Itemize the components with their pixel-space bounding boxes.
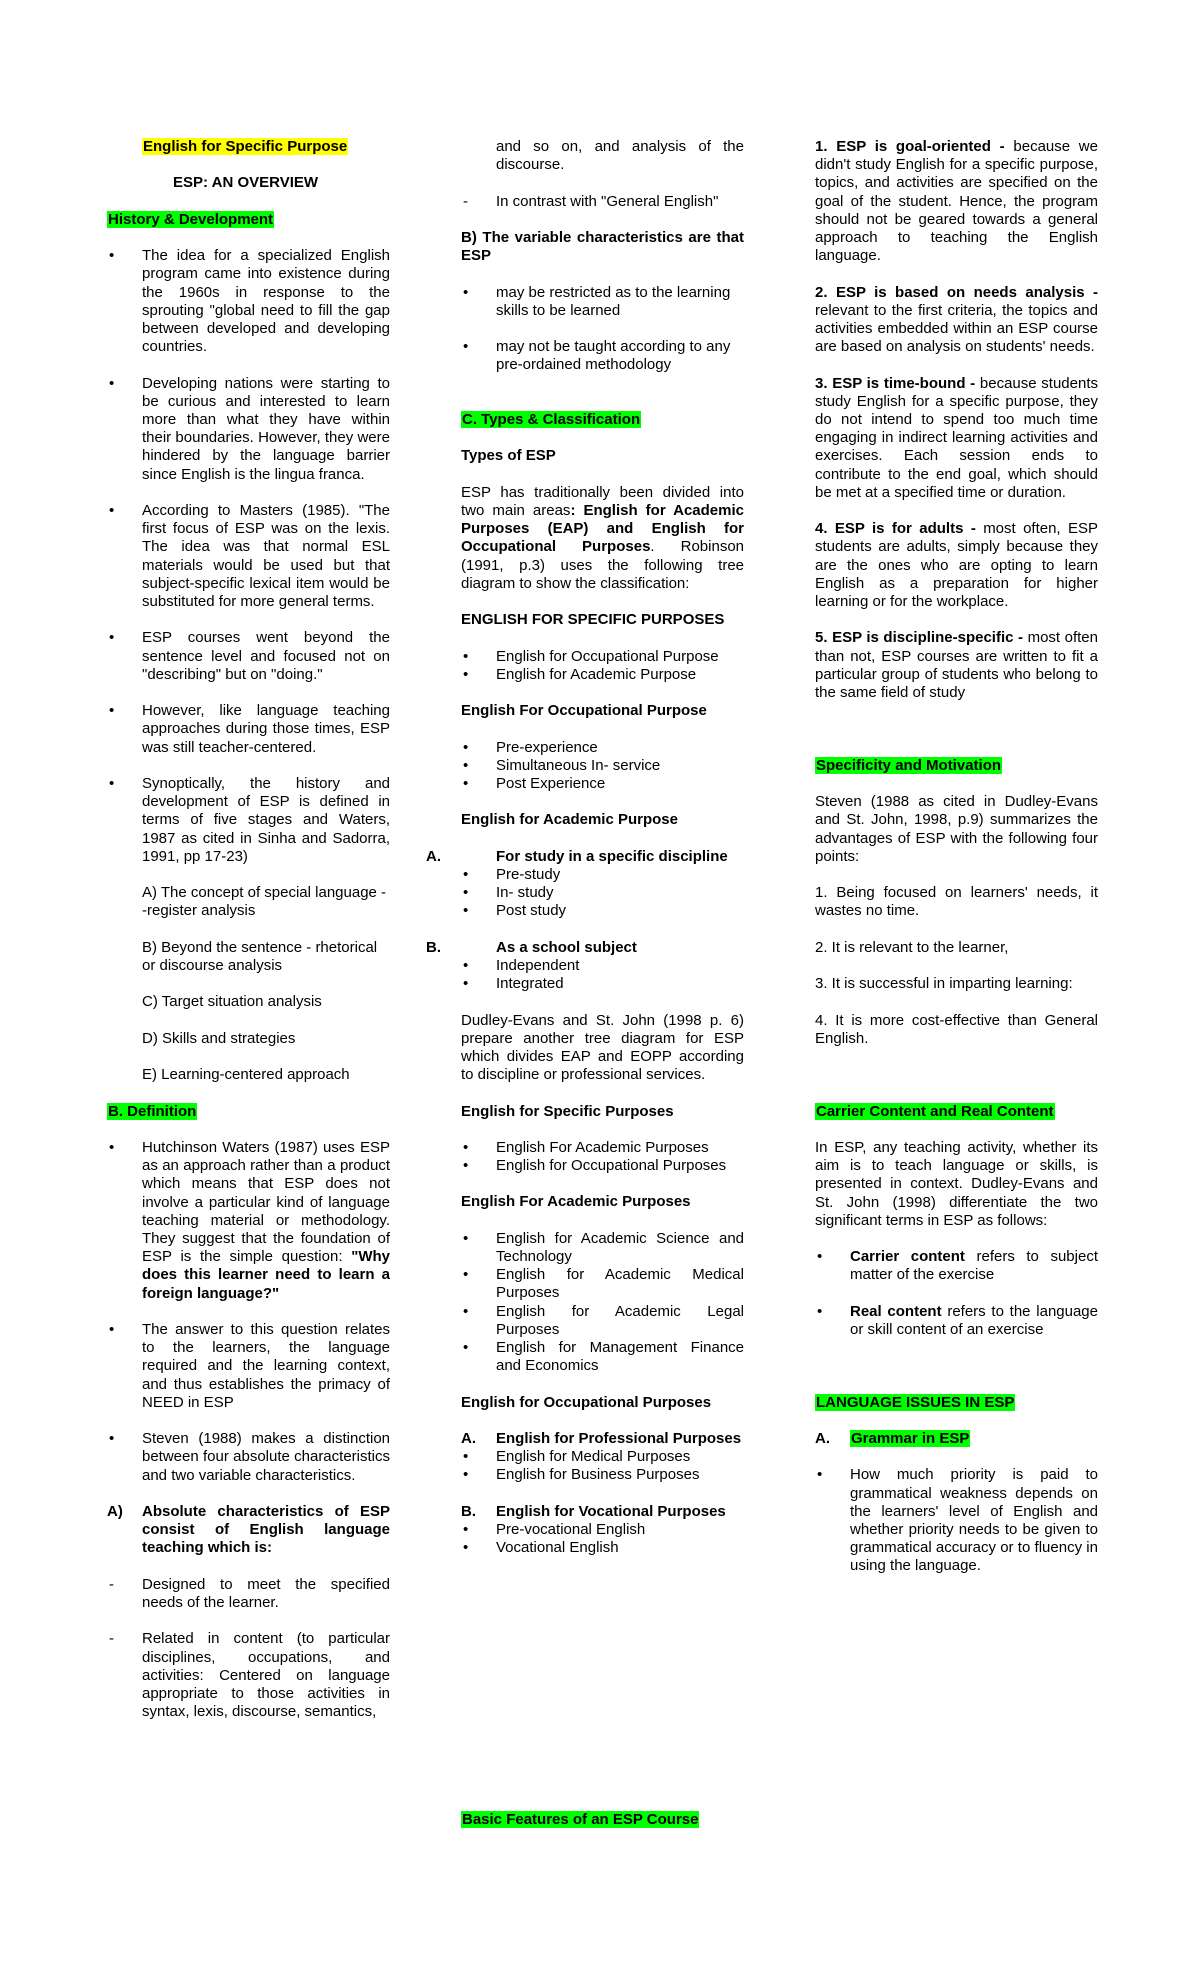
list-item: - In contrast with "General English": [461, 193, 744, 211]
carrier-paragraph: In ESP, any teaching activity, whether its aim is to teach language or skills, is presented in context. Dudley-Evans and St. John (1998) differentiate the two significant terms in ESP as follows:: [815, 1138, 1098, 1229]
feature-item: 4. ESP is for adults - most often, ESP students are adults, simply because they are the ones who are opting to learn English as a preparation for higher learning or for the workplace.: [815, 520, 1098, 611]
feature-item: 5. ESP is discipline-specific - most often than not, ESP courses are written to fit a particular group of students who belong to the same field of study: [815, 629, 1098, 702]
column-2: [426, 138, 745, 1828]
continuation-text: and so on, and analysis of the discourse.: [496, 138, 744, 174]
list-item: • However, like language teaching approaches during those times, ESP was still teacher-centered.: [107, 702, 390, 757]
list-item: • Integrated: [461, 975, 744, 993]
list-item: • Independent: [461, 957, 744, 975]
esp2-heading: English for Specific Purposes: [461, 1102, 674, 1120]
list-item: • Post Experience: [461, 775, 744, 793]
list-item: • English For Academic Purposes: [461, 1139, 744, 1157]
list-item: - Related in content (to particular disciplines, occupations, and activities: Centered on language appropriate to those activities in syntax, lexis, discourse, semantics,: [107, 1630, 390, 1721]
absolute-characteristics-heading: A) Absolute characteristics of ESP consist of English language teaching which is:: [107, 1502, 390, 1557]
list-item: • may be restricted as to the learning skills to be learned: [461, 284, 744, 320]
list-item: • English for Medical Purposes: [461, 1448, 744, 1466]
specificity-heading: Specificity and Motivation: [816, 756, 1002, 774]
list-item: • English for Academic Science and Technology: [461, 1230, 744, 1266]
eap-a: A. For study in a specific discipline: [426, 847, 728, 865]
list-item: • English for Academic Purpose: [461, 666, 744, 684]
list-item: • Real content refers to the language or skill content of an exercise: [815, 1303, 1098, 1339]
eap-heading: English for Academic Purpose: [461, 811, 678, 829]
stage-item: C) Target situation analysis: [142, 993, 322, 1011]
list-item: • Pre-study: [461, 866, 744, 884]
list-item: • Synoptically, the history and development of ESP is defined in terms of five stages and Waters, 1987 as cited in Sinha and Sadorra, 1991, pp 17-23): [107, 775, 390, 866]
list-item: • English for Occupational Purpose: [461, 648, 744, 666]
feature-item: 1. ESP is goal-oriented - because we didn't study English for a specific purpose, topics, and activities are specified on the goal of the student. Hence, the program should not be geared towards a general approach to teaching the English language.: [815, 138, 1098, 265]
list-item: • How much priority is paid to grammatical weakness depends on the learners' level of English and whether priority needs to be given to grammatical accuracy or to fluency in using the language.: [815, 1466, 1098, 1575]
point-item: 4. It is more cost-effective than General English.: [815, 1011, 1098, 1047]
list-item: • Carrier content refers to subject matter of the exercise: [815, 1248, 1098, 1284]
list-item: • Developing nations were starting to be curious and interested to learn more than what they have within their boundaries. However, they were hindered by the language barrier since English is the lingua franca.: [107, 375, 390, 484]
types-title: Types of ESP: [461, 447, 556, 465]
point-item: 3. It is successful in imparting learning:: [815, 975, 1073, 993]
eop2-b: B. English for Vocational Purposes: [461, 1502, 726, 1520]
stage-item: A) The concept of special language - -register analysis: [142, 884, 387, 920]
list-item: • English for Occupational Purposes: [461, 1157, 744, 1175]
list-item: • According to Masters (1985). "The first focus of ESP was on the lexis. The idea was that normal ESL materials would be used but that subject-specific lexical item would be substituted for more general terms.: [107, 502, 390, 611]
carrier-heading: Carrier Content and Real Content: [816, 1102, 1054, 1120]
list-item: • The idea for a specialized English program came into existence during the 1960s in response to the sprouting "global need to fill the gap between developed and developing countries.: [107, 247, 390, 356]
column-1: [107, 138, 390, 1721]
grammar-heading: A. Grammar in ESP: [815, 1430, 970, 1448]
list-item: • Pre-experience: [461, 739, 744, 757]
feature-item: 2. ESP is based on needs analysis - relevant to the first criteria, the topics and activities embedded within an ESP course are based on analysis on students' needs.: [815, 283, 1098, 356]
list-item: • English for Academic Medical Purposes: [461, 1266, 744, 1302]
list-item: • Simultaneous In- service: [461, 757, 744, 775]
list-item: - Designed to meet the specified needs of the learner.: [107, 1576, 390, 1612]
esp-caps-heading: ENGLISH FOR SPECIFIC PURPOSES: [461, 611, 725, 629]
list-item: • Vocational English: [461, 1539, 744, 1557]
point-item: 1. Being focused on learners' needs, it wastes no time.: [815, 884, 1098, 920]
eop2-heading: English for Occupational Purposes: [461, 1393, 712, 1411]
eop-heading: English For Occupational Purpose: [461, 702, 707, 720]
eap-b: B. As a school subject: [426, 938, 637, 956]
point-item: 2. It is relevant to the learner,: [815, 938, 1009, 956]
list-item: • The answer to this question relates to the learners, the language required and the learning context, and thus establishes the primacy of NEED in ESP: [107, 1321, 390, 1412]
basic-features-heading: Basic Features of an ESP Course: [462, 1811, 699, 1828]
types-paragraph: ESP has traditionally been divided into two main areas: English for Academic Purposes (EAP) and English for Occupational Purposes. Robinson (1991, p.3) uses the following tree diagram to show the classification:: [461, 483, 745, 592]
stage-item: D) Skills and strategies: [142, 1029, 296, 1047]
document-title: English for Specific Purpose: [143, 138, 348, 155]
list-item: • In- study: [461, 884, 744, 902]
list-item: • Post study: [461, 902, 744, 920]
document-subtitle: ESP: AN OVERVIEW: [173, 174, 319, 192]
definition-heading: B. Definition: [108, 1102, 197, 1120]
list-item: • English for Business Purposes: [461, 1466, 744, 1484]
list-item: • Hutchinson Waters (1987) uses ESP as an approach rather than a product which means that ESP does not involve a particular kind of language teaching material or methodology. They suggest that the foundation of ESP is the simple question: "Why does this learner need to learn a foreign language?": [107, 1139, 390, 1303]
types-heading: C. Types & Classification: [462, 410, 641, 428]
list-item: • Steven (1988) makes a distinction between four absolute characteristics and two variable characteristics.: [107, 1430, 390, 1485]
eop2-a: A. English for Professional Purposes: [461, 1430, 742, 1448]
variable-heading: B) The variable characteristics are that ESP: [461, 228, 744, 265]
list-item: • Pre-vocational English: [461, 1521, 744, 1539]
feature-item: 3. ESP is time-bound - because students study English for a specific purpose, they do not intend to spend too much time engaging in indirect learning activities and exercises. Each session ends to contribute to the end goal, which should be met at a specified time or duration.: [815, 374, 1098, 501]
eap2-heading: English For Academic Purposes: [461, 1193, 691, 1211]
specificity-paragraph: Steven (1988 as cited in Dudley-Evans and St. John, 1998, p.9) summarizes the advantages of ESP with the following four points:: [815, 793, 1098, 865]
language-issues-heading: LANGUAGE ISSUES IN ESP: [816, 1393, 1015, 1411]
stage-item: B) Beyond the sentence - rhetorical or discourse analysis: [142, 938, 378, 974]
list-item: • English for Management Finance and Economics: [461, 1339, 744, 1375]
dudley-paragraph: Dudley-Evans and St. John (1998 p. 6) prepare another tree diagram for ESP which divides EAP and EOPP according to discipline or professional services.: [461, 1011, 744, 1084]
stage-item: E) Learning-centered approach: [142, 1066, 350, 1084]
list-item: • English for Academic Legal Purposes: [461, 1303, 744, 1339]
list-item: • ESP courses went beyond the sentence level and focused not on "describing" but on "doing.": [107, 629, 390, 684]
history-heading: History & Development: [108, 210, 274, 228]
column-3: [815, 138, 1098, 1576]
list-item: • may not be taught according to any pre-ordained methodology: [461, 338, 744, 374]
